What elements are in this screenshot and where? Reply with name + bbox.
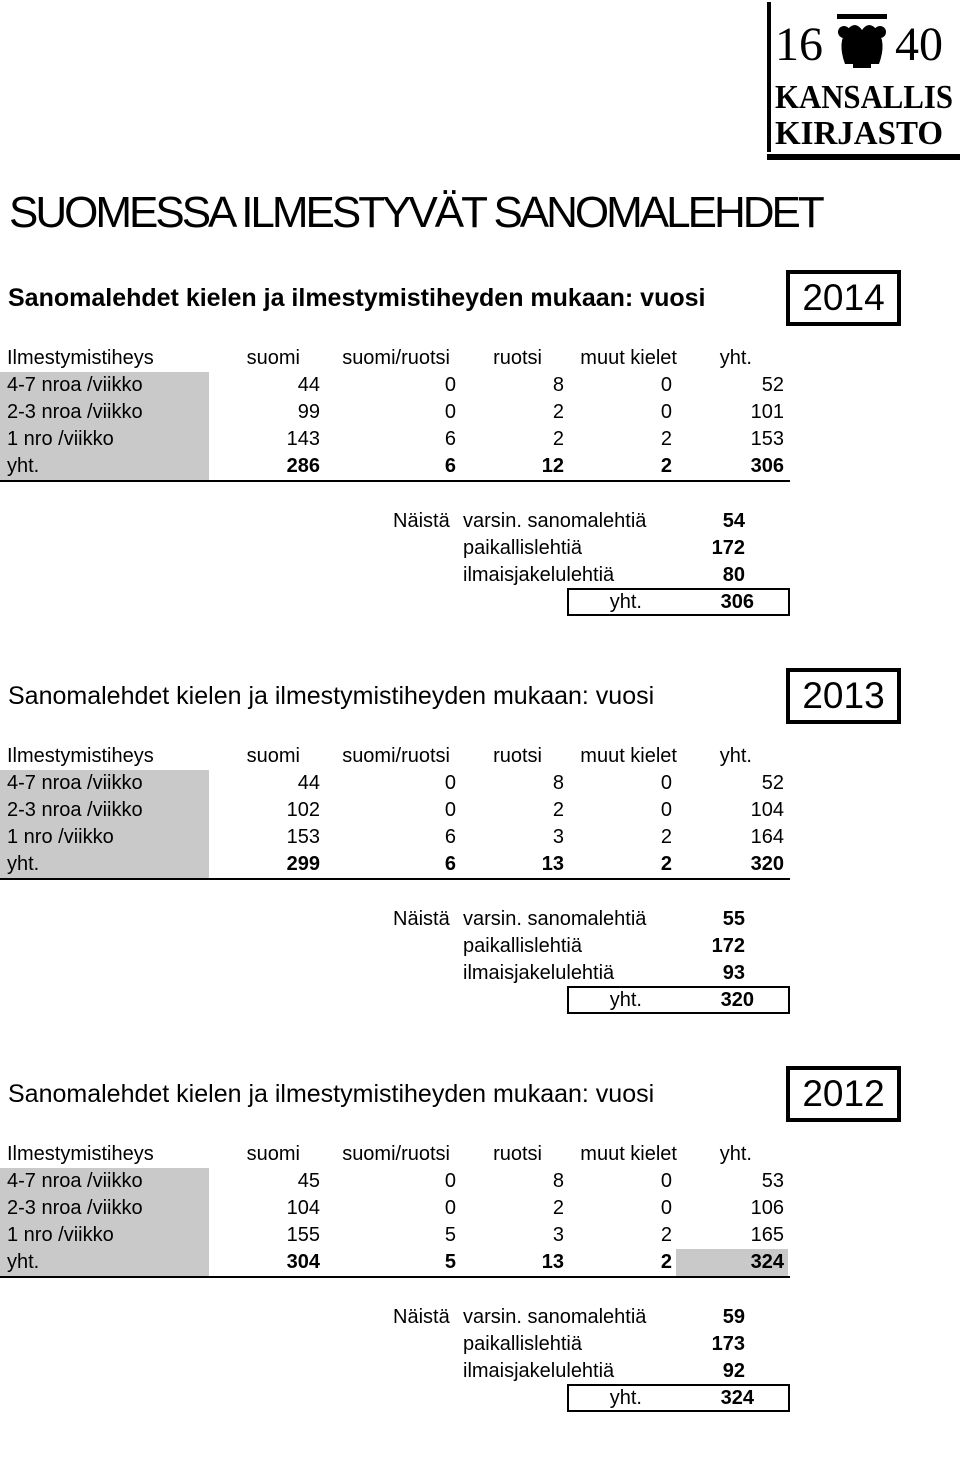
column-capital-icon — [837, 14, 887, 68]
row-label: 2-3 nroa /viikko — [0, 797, 209, 824]
cell: 2 — [552, 428, 564, 450]
table-row — [0, 426, 790, 453]
summary-value: 54 — [722, 510, 745, 532]
header-other: muut kielet — [580, 745, 677, 767]
section-2013 — [0, 668, 960, 1063]
table-header — [0, 1141, 790, 1168]
cell: 13 — [541, 853, 564, 875]
section-title: Sanomalehdet kielen ja ilmestymistiheyden mukaan: vuosi — [8, 682, 655, 710]
cell: 320 — [750, 853, 784, 875]
summary-local — [0, 508, 960, 535]
cell: 13 — [541, 1251, 564, 1273]
cell: 6 — [444, 428, 456, 450]
cell: 6 — [444, 853, 456, 875]
summary-label: varsin. sanomalehtiä — [463, 510, 647, 532]
row-label: 4-7 nroa /viikko — [0, 770, 209, 797]
table-row — [0, 770, 790, 797]
cell: 0 — [444, 1197, 456, 1219]
logo-line1: KANSALLIS — [775, 79, 953, 116]
summary-prefix: Näistä — [393, 908, 450, 930]
logo-graphic — [765, 2, 960, 162]
cell: 2 — [660, 455, 672, 477]
cell: 2 — [552, 1197, 564, 1219]
summary-label: paikallislehtiä — [463, 537, 582, 559]
table-total-row — [0, 453, 790, 482]
cell: 2 — [552, 799, 564, 821]
summary-value: 92 — [722, 1360, 745, 1382]
row-label: 4-7 nroa /viikko — [0, 372, 209, 399]
cell: 165 — [750, 1224, 784, 1246]
summary-total-box — [567, 1384, 790, 1412]
table-header — [0, 743, 790, 770]
cell: 6 — [444, 826, 456, 848]
summary-value: 324 — [720, 1387, 754, 1409]
summary-regional — [0, 933, 960, 960]
cell: 0 — [660, 799, 672, 821]
cell: 6 — [444, 455, 456, 477]
summary-value: 306 — [720, 591, 754, 613]
summary-value: 59 — [722, 1306, 745, 1328]
header-frequency: Ilmestymistiheys — [7, 745, 154, 767]
cell: 45 — [297, 1170, 320, 1192]
table-total-row — [0, 1249, 790, 1278]
summary-label: yht. — [609, 591, 642, 613]
page-title: SUOMESSA ILMESTYVÄT SANOMALEHDET — [9, 188, 822, 237]
cell: 0 — [660, 1197, 672, 1219]
section-title: Sanomalehdet kielen ja ilmestymistiheyden mukaan: vuosi — [8, 284, 706, 312]
header-frequency: Ilmestymistiheys — [7, 347, 154, 369]
summary-value: 93 — [722, 962, 745, 984]
year-badge: 2012 — [786, 1066, 901, 1122]
cell: 0 — [444, 374, 456, 396]
table-row — [0, 399, 790, 426]
header-finnish-swedish: suomi/ruotsi — [342, 347, 450, 369]
summary-label: varsin. sanomalehtiä — [463, 1306, 647, 1328]
cell: 0 — [660, 1170, 672, 1192]
cell: 106 — [750, 1197, 784, 1219]
cell: 306 — [750, 455, 784, 477]
summary-value: 80 — [722, 564, 745, 586]
summary-value: 55 — [722, 908, 745, 930]
row-label: 1 nro /viikko — [0, 426, 209, 453]
cell: 12 — [541, 455, 564, 477]
cell: 304 — [286, 1251, 320, 1273]
cell: 2 — [552, 401, 564, 423]
summary-local — [0, 1304, 960, 1331]
summary-label: yht. — [609, 989, 642, 1011]
logo-year-left: 16 — [775, 18, 823, 71]
cell: 2 — [660, 1224, 672, 1246]
year-badge: 2014 — [786, 270, 901, 326]
row-label: yht. — [0, 453, 209, 480]
header-total: yht. — [719, 745, 752, 767]
cell: 8 — [552, 772, 564, 794]
summary-value: 172 — [711, 935, 745, 957]
header-swedish: ruotsi — [493, 1143, 542, 1165]
table-total-row — [0, 851, 790, 880]
header-finnish: suomi — [246, 347, 300, 369]
row-label: 1 nro /viikko — [0, 1222, 209, 1249]
summary-prefix: Näistä — [393, 1306, 450, 1328]
summary-regional — [0, 535, 960, 562]
logo-year-right: 40 — [895, 18, 943, 71]
cell: 53 — [761, 1170, 784, 1192]
section-2012 — [0, 1066, 960, 1461]
summary-value: 173 — [711, 1333, 745, 1355]
cell: 0 — [660, 401, 672, 423]
cell: 2 — [660, 853, 672, 875]
summary-label: ilmaisjakelulehtiä — [463, 962, 615, 984]
cell: 5 — [444, 1251, 456, 1273]
cell: 101 — [750, 401, 784, 423]
row-label: 2-3 nroa /viikko — [0, 399, 209, 426]
header-frequency: Ilmestymistiheys — [7, 1143, 154, 1165]
summary-value: 320 — [720, 989, 754, 1011]
summary-free — [0, 960, 960, 987]
cell: 164 — [750, 826, 784, 848]
cell: 102 — [286, 799, 320, 821]
cell: 5 — [444, 1224, 456, 1246]
cell-highlighted: 324 — [676, 1249, 788, 1276]
table-row — [0, 797, 790, 824]
cell: 2 — [660, 1251, 672, 1273]
summary-local — [0, 906, 960, 933]
cell: 153 — [750, 428, 784, 450]
header-swedish: ruotsi — [493, 745, 542, 767]
summary-label: paikallislehtiä — [463, 935, 582, 957]
cell: 0 — [444, 799, 456, 821]
header-finnish-swedish: suomi/ruotsi — [342, 1143, 450, 1165]
cell: 0 — [660, 374, 672, 396]
year-badge: 2013 — [786, 668, 901, 724]
summary-label: paikallislehtiä — [463, 1333, 582, 1355]
header-other: muut kielet — [580, 347, 677, 369]
cell: 299 — [286, 853, 320, 875]
cell: 44 — [297, 772, 320, 794]
header-swedish: ruotsi — [493, 347, 542, 369]
summary-value: 172 — [711, 537, 745, 559]
cell: 0 — [444, 772, 456, 794]
cell: 52 — [761, 772, 784, 794]
cell: 2 — [660, 826, 672, 848]
summary-total-box — [567, 588, 790, 616]
row-label: 2-3 nroa /viikko — [0, 1195, 209, 1222]
summary-label: yht. — [609, 1387, 642, 1409]
header-total: yht. — [719, 347, 752, 369]
summary-regional — [0, 1331, 960, 1358]
cell: 0 — [444, 401, 456, 423]
table-row — [0, 1195, 790, 1222]
header-other: muut kielet — [580, 1143, 677, 1165]
row-label: yht. — [0, 1249, 209, 1276]
cell: 52 — [761, 374, 784, 396]
cell: 8 — [552, 1170, 564, 1192]
cell: 8 — [552, 374, 564, 396]
summary-total-box — [567, 986, 790, 1014]
kansalliskirjasto-logo — [765, 2, 960, 162]
summary-label: ilmaisjakelulehtiä — [463, 1360, 615, 1382]
cell: 104 — [286, 1197, 320, 1219]
header-finnish: suomi — [246, 1143, 300, 1165]
summary-prefix: Näistä — [393, 510, 450, 532]
summary-label: ilmaisjakelulehtiä — [463, 564, 615, 586]
cell: 286 — [286, 455, 320, 477]
table-row — [0, 372, 790, 399]
cell: 3 — [552, 1224, 564, 1246]
table-header — [0, 345, 790, 372]
header-finnish-swedish: suomi/ruotsi — [342, 745, 450, 767]
cell: 155 — [286, 1224, 320, 1246]
row-label: 4-7 nroa /viikko — [0, 1168, 209, 1195]
summary-free — [0, 562, 960, 589]
row-label: yht. — [0, 851, 209, 878]
cell: 153 — [286, 826, 320, 848]
table-row — [0, 1222, 790, 1249]
section-2014 — [0, 270, 960, 665]
section-title: Sanomalehdet kielen ja ilmestymistiheyden mukaan: vuosi — [8, 1080, 655, 1108]
cell: 0 — [444, 1170, 456, 1192]
summary-label: varsin. sanomalehtiä — [463, 908, 647, 930]
row-label: 1 nro /viikko — [0, 824, 209, 851]
table-row — [0, 1168, 790, 1195]
cell: 2 — [660, 428, 672, 450]
summary-free — [0, 1358, 960, 1385]
cell: 104 — [750, 799, 784, 821]
cell: 143 — [286, 428, 320, 450]
cell: 44 — [297, 374, 320, 396]
cell: 3 — [552, 826, 564, 848]
header-finnish: suomi — [246, 745, 300, 767]
header-total: yht. — [719, 1143, 752, 1165]
cell: 0 — [660, 772, 672, 794]
cell: 99 — [297, 401, 320, 423]
logo-line2: KIRJASTO — [775, 115, 943, 152]
table-row — [0, 824, 790, 851]
